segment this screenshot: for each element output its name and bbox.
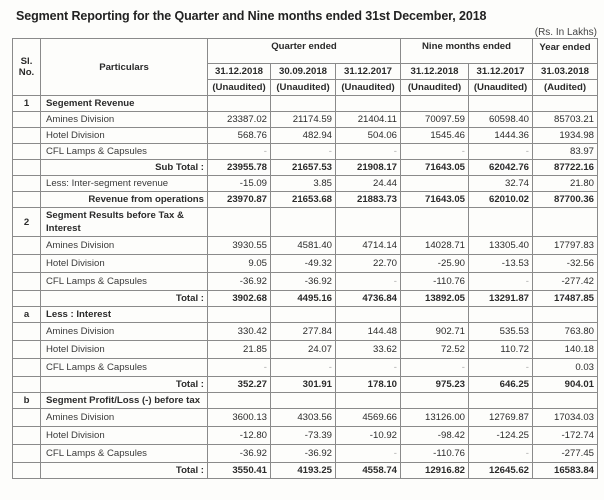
currency-unit-note: (Rs. In Lakhs) <box>534 27 597 38</box>
value-cell: 4736.84 <box>336 291 401 307</box>
value-cell: -15.09 <box>208 176 271 192</box>
value-cell: 352.27 <box>208 377 271 393</box>
value-cell: 763.80 <box>533 323 598 341</box>
value-cell: 330.42 <box>208 323 271 341</box>
value-cell: 3600.13 <box>208 409 271 427</box>
table-row <box>13 307 598 323</box>
value-cell <box>533 393 598 409</box>
value-cell: 21404.11 <box>336 112 401 128</box>
value-cell: -73.39 <box>271 427 336 445</box>
serial-number-cell <box>13 144 41 160</box>
table-body <box>13 96 598 479</box>
value-cell <box>401 393 469 409</box>
audit-status-header: (Unaudited) <box>336 80 401 96</box>
value-cell: -10.92 <box>336 427 401 445</box>
value-cell: -277.42 <box>533 273 598 291</box>
serial-number-cell: a <box>13 307 41 323</box>
value-cell: 140.18 <box>533 341 598 359</box>
value-cell: 1545.46 <box>401 128 469 144</box>
serial-number-cell <box>13 291 41 307</box>
value-cell: - <box>336 273 401 291</box>
particulars-cell: Total : <box>41 463 208 479</box>
audit-status-header: (Unaudited) <box>271 80 336 96</box>
serial-number-cell <box>13 341 41 359</box>
value-cell <box>336 96 401 112</box>
value-cell: 23970.87 <box>208 192 271 208</box>
table-row <box>13 176 598 192</box>
value-cell: -13.53 <box>469 255 533 273</box>
quarter-ended-header: Quarter ended <box>208 39 401 64</box>
particulars-cell: Hotel Division <box>41 128 208 144</box>
value-cell: 144.48 <box>336 323 401 341</box>
serial-number-cell <box>13 176 41 192</box>
value-cell: 3550.41 <box>208 463 271 479</box>
particulars-cell: Segement Revenue <box>41 96 208 112</box>
value-cell <box>271 96 336 112</box>
particulars-cell: CFL Lamps & Capsules <box>41 273 208 291</box>
value-cell: 4193.25 <box>271 463 336 479</box>
value-cell: -98.42 <box>401 427 469 445</box>
value-cell <box>533 208 598 237</box>
value-cell: 1444.36 <box>469 128 533 144</box>
value-cell <box>208 208 271 237</box>
particulars-cell: Hotel Division <box>41 427 208 445</box>
value-cell: 21883.73 <box>336 192 401 208</box>
serial-number-cell <box>13 463 41 479</box>
value-cell: 12916.82 <box>401 463 469 479</box>
value-cell <box>533 307 598 323</box>
value-cell: 17487.85 <box>533 291 598 307</box>
table-row <box>13 208 598 237</box>
value-cell: 13126.00 <box>401 409 469 427</box>
value-cell <box>469 208 533 237</box>
value-cell: 4581.40 <box>271 237 336 255</box>
particulars-header: Particulars <box>41 39 208 96</box>
particulars-cell: CFL Lamps & Capsules <box>41 445 208 463</box>
particulars-line2: Interest <box>46 223 81 234</box>
value-cell <box>271 307 336 323</box>
value-cell <box>208 393 271 409</box>
value-cell: 12769.87 <box>469 409 533 427</box>
value-cell: 22.70 <box>336 255 401 273</box>
serial-number-cell <box>13 359 41 377</box>
value-cell: - <box>401 144 469 160</box>
value-cell: -36.92 <box>208 445 271 463</box>
table-row <box>13 377 598 393</box>
audit-status-header: (Unaudited) <box>469 80 533 96</box>
particulars-line1: Segment Results before Tax & <box>46 210 184 221</box>
value-cell: - <box>336 359 401 377</box>
value-cell: 23955.78 <box>208 160 271 176</box>
serial-number-cell <box>13 160 41 176</box>
value-cell <box>208 307 271 323</box>
particulars-cell: Less: Inter-segment revenue <box>41 176 208 192</box>
value-cell: 301.91 <box>271 377 336 393</box>
value-cell <box>401 307 469 323</box>
value-cell: 535.53 <box>469 323 533 341</box>
table-row <box>13 463 598 479</box>
value-cell: 24.44 <box>336 176 401 192</box>
value-cell <box>401 176 469 192</box>
value-cell: - <box>469 359 533 377</box>
serial-number-cell <box>13 427 41 445</box>
particulars-cell: CFL Lamps & Capsules <box>41 359 208 377</box>
value-cell: 21.85 <box>208 341 271 359</box>
value-cell: 60598.40 <box>469 112 533 128</box>
serial-number-cell <box>13 377 41 393</box>
particulars-cell: Amines Division <box>41 323 208 341</box>
value-cell: -36.92 <box>271 273 336 291</box>
value-cell: 504.06 <box>336 128 401 144</box>
value-cell: 21908.17 <box>336 160 401 176</box>
table-row <box>13 237 598 255</box>
value-cell: 71643.05 <box>401 160 469 176</box>
value-cell: 83.97 <box>533 144 598 160</box>
particulars-cell: Amines Division <box>41 409 208 427</box>
particulars-cell: Segment Profit/Loss (-) before tax <box>41 393 208 409</box>
value-cell: 646.25 <box>469 377 533 393</box>
value-cell <box>336 208 401 237</box>
value-cell: 87722.16 <box>533 160 598 176</box>
value-cell: 21653.68 <box>271 192 336 208</box>
value-cell <box>469 393 533 409</box>
value-cell <box>469 307 533 323</box>
value-cell <box>533 96 598 112</box>
particulars-cell: Amines Division <box>41 112 208 128</box>
value-cell: 72.52 <box>401 341 469 359</box>
value-cell: 70097.59 <box>401 112 469 128</box>
value-cell: 13291.87 <box>469 291 533 307</box>
period-date-header: 31.12.2018 <box>208 64 271 80</box>
value-cell: 904.01 <box>533 377 598 393</box>
value-cell: -36.92 <box>208 273 271 291</box>
value-cell: 23387.02 <box>208 112 271 128</box>
particulars-cell: Total : <box>41 377 208 393</box>
value-cell: -12.80 <box>208 427 271 445</box>
serial-number-cell <box>13 409 41 427</box>
serial-number-cell <box>13 237 41 255</box>
value-cell: - <box>271 359 336 377</box>
nine-months-ended-header: Nine months ended <box>401 39 533 64</box>
value-cell: 0.03 <box>533 359 598 377</box>
value-cell: 277.84 <box>271 323 336 341</box>
particulars-cell: Sub Total : <box>41 160 208 176</box>
table-row <box>13 393 598 409</box>
value-cell: -124.25 <box>469 427 533 445</box>
table-row <box>13 128 598 144</box>
period-date-header: 31.03.2018 <box>533 64 598 80</box>
table-row <box>13 96 598 112</box>
value-cell: -277.45 <box>533 445 598 463</box>
particulars-cell: Hotel Division <box>41 341 208 359</box>
value-cell: 4495.16 <box>271 291 336 307</box>
value-cell: -110.76 <box>401 273 469 291</box>
value-cell <box>336 393 401 409</box>
value-cell: - <box>271 144 336 160</box>
value-cell: 482.94 <box>271 128 336 144</box>
table-row <box>13 144 598 160</box>
particulars-cell <box>41 208 208 237</box>
value-cell: 71643.05 <box>401 192 469 208</box>
serial-number-cell <box>13 255 41 273</box>
particulars-cell: Total : <box>41 291 208 307</box>
value-cell <box>271 208 336 237</box>
value-cell: - <box>336 144 401 160</box>
period-date-header: 31.12.2017 <box>469 64 533 80</box>
serial-number-cell <box>13 128 41 144</box>
value-cell: 17034.03 <box>533 409 598 427</box>
value-cell: 21657.53 <box>271 160 336 176</box>
value-cell <box>208 96 271 112</box>
serial-number-cell: 2 <box>13 208 41 237</box>
value-cell: 14028.71 <box>401 237 469 255</box>
value-cell: 62042.76 <box>469 160 533 176</box>
particulars-cell: Revenue from operations <box>41 192 208 208</box>
value-cell: 4569.66 <box>336 409 401 427</box>
value-cell: 12645.62 <box>469 463 533 479</box>
value-cell: 32.74 <box>469 176 533 192</box>
value-cell: 3902.68 <box>208 291 271 307</box>
value-cell: -172.74 <box>533 427 598 445</box>
value-cell: 13305.40 <box>469 237 533 255</box>
value-cell: - <box>469 445 533 463</box>
value-cell: 3930.55 <box>208 237 271 255</box>
table-row <box>13 160 598 176</box>
audit-status-header: (Unaudited) <box>401 80 469 96</box>
value-cell: 21.80 <box>533 176 598 192</box>
table-row <box>13 323 598 341</box>
value-cell: -25.90 <box>401 255 469 273</box>
no-header-line2: No. <box>18 67 35 78</box>
value-cell: -49.32 <box>271 255 336 273</box>
table-row <box>13 409 598 427</box>
serial-number-cell <box>13 192 41 208</box>
table-row <box>13 359 598 377</box>
table-row <box>13 192 598 208</box>
particulars-cell: Less : Interest <box>41 307 208 323</box>
period-date-header: 30.09.2018 <box>271 64 336 80</box>
value-cell: - <box>401 359 469 377</box>
audit-status-header: (Audited) <box>533 80 598 96</box>
value-cell: - <box>208 359 271 377</box>
value-cell: 24.07 <box>271 341 336 359</box>
value-cell: 33.62 <box>336 341 401 359</box>
value-cell <box>271 393 336 409</box>
value-cell <box>401 208 469 237</box>
value-cell: 4303.56 <box>271 409 336 427</box>
value-cell: 902.71 <box>401 323 469 341</box>
value-cell: 110.72 <box>469 341 533 359</box>
table-row <box>13 255 598 273</box>
value-cell: 62010.02 <box>469 192 533 208</box>
value-cell: 3.85 <box>271 176 336 192</box>
value-cell: - <box>208 144 271 160</box>
sl-no-header <box>13 39 41 96</box>
serial-number-cell: 1 <box>13 96 41 112</box>
value-cell: 17797.83 <box>533 237 598 255</box>
value-cell: 568.76 <box>208 128 271 144</box>
value-cell: 13892.05 <box>401 291 469 307</box>
serial-number-cell: b <box>13 393 41 409</box>
value-cell: 1934.98 <box>533 128 598 144</box>
value-cell: 178.10 <box>336 377 401 393</box>
period-date-header: 31.12.2018 <box>401 64 469 80</box>
value-cell: -110.76 <box>401 445 469 463</box>
serial-number-cell <box>13 445 41 463</box>
value-cell: 4558.74 <box>336 463 401 479</box>
table-row <box>13 112 598 128</box>
table-row <box>13 427 598 445</box>
audit-status-header: (Unaudited) <box>208 80 271 96</box>
table-row <box>13 291 598 307</box>
serial-number-cell <box>13 112 41 128</box>
value-cell: - <box>336 445 401 463</box>
document-title: Segment Reporting for the Quarter and Nine months ended 31st December, 2018 <box>16 9 487 23</box>
value-cell: - <box>469 144 533 160</box>
value-cell: 87700.36 <box>533 192 598 208</box>
table-row <box>13 273 598 291</box>
particulars-cell: CFL Lamps & Capsules <box>41 144 208 160</box>
serial-number-cell <box>13 273 41 291</box>
value-cell: 16583.84 <box>533 463 598 479</box>
value-cell <box>336 307 401 323</box>
table-row <box>13 341 598 359</box>
particulars-cell: Hotel Division <box>41 255 208 273</box>
sl-header-line1: Sl. <box>20 56 33 67</box>
particulars-cell: Amines Division <box>41 237 208 255</box>
value-cell: - <box>469 273 533 291</box>
serial-number-cell <box>13 323 41 341</box>
value-cell: -36.92 <box>271 445 336 463</box>
value-cell: 4714.14 <box>336 237 401 255</box>
value-cell <box>401 96 469 112</box>
value-cell <box>469 96 533 112</box>
value-cell: 21174.59 <box>271 112 336 128</box>
value-cell: 9.05 <box>208 255 271 273</box>
year-ended-header: Year ended <box>533 39 598 64</box>
value-cell: 975.23 <box>401 377 469 393</box>
segment-reporting-table <box>12 38 598 479</box>
value-cell: -32.56 <box>533 255 598 273</box>
table-row <box>13 445 598 463</box>
period-date-header: 31.12.2017 <box>336 64 401 80</box>
value-cell: 85703.21 <box>533 112 598 128</box>
